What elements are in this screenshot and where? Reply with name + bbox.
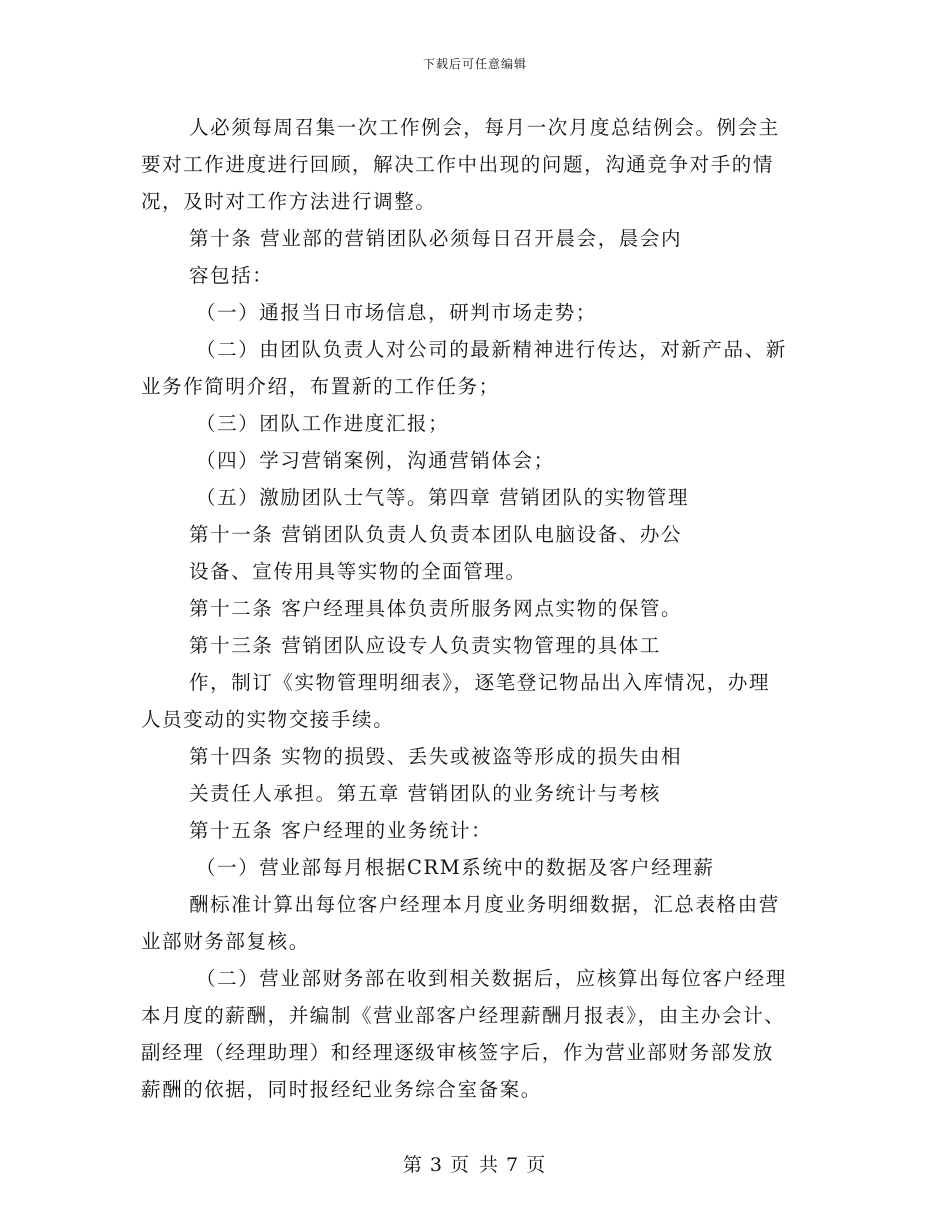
paragraph-line: 关责任人承担。第五章 营销团队的业务统计与考核	[189, 782, 661, 805]
paragraph-line: 人必须每周召集一次工作例会，每月一次月度总结例会。例会主	[189, 116, 780, 139]
list-item: （一）营业部每月根据CRM系统中的数据及客户经理薪	[196, 856, 715, 879]
page-number: 3	[429, 1154, 444, 1176]
list-item: （一）通报当日市场信息，研判市场走势；	[196, 301, 597, 324]
footer-suffix: 页	[526, 1154, 548, 1176]
article-14-line: 第十四条 实物的损毁、丢失或被盗等形成的损失由相	[189, 745, 683, 768]
article-15-line: 第十五条 客户经理的业务统计：	[189, 819, 493, 842]
paragraph-line: 酬标准计算出每位客户经理本月度业务明细数据，汇总表格由营	[189, 893, 780, 916]
paragraph-line: 业部财务部复核。	[141, 930, 310, 953]
list-item: （三）团队工作进度汇报；	[196, 412, 450, 435]
paragraph-line: 况，及时对工作方法进行调整。	[141, 190, 437, 213]
paragraph-line: 作，制订《实物管理明细表》，逐笔登记物品出入库情况，办理	[189, 671, 771, 694]
article-10-line: 第十条 营业部的营销团队必须每日召开晨会，晨会内	[189, 227, 683, 250]
list-item: （五）激励团队士气等。第四章 营销团队的实物管理	[196, 486, 690, 509]
footer-prefix: 第	[402, 1154, 424, 1176]
list-item: （四）学习营销案例，沟通营销体会；	[196, 449, 555, 472]
paragraph-line: 人员变动的实物交接手续。	[141, 708, 395, 731]
paragraph-line: 要对工作进度进行回顾，解决工作中出现的问题，沟通竞争对手的情	[141, 153, 775, 176]
document-body	[141, 109, 811, 1108]
paragraph-line: 本月度的薪酬，并编制《营业部客户经理薪酬月报表》，由主办会计、	[141, 1004, 786, 1027]
paragraph-line: 容包括：	[189, 264, 274, 287]
paragraph-line: 薪酬的依据，同时报经纪业务综合室备案。	[141, 1078, 542, 1101]
list-item: （二）由团队负责人对公司的最新精神进行传达，对新产品、新	[196, 338, 787, 361]
paragraph-line: 设备、宣传用具等实物的全面管理。	[189, 560, 527, 583]
article-12-line: 第十二条 客户经理具体负责所服务网点实物的保管。	[189, 597, 683, 620]
page-footer	[0, 1150, 950, 1177]
paragraph-line: 业务作简明介绍，布置新的工作任务；	[141, 375, 500, 398]
paragraph-line: 副经理（经理助理）和经理逐级审核签字后，作为营业部财务部发放	[141, 1041, 775, 1064]
page-header: 下载后可任意编辑	[422, 57, 527, 71]
article-11-line: 第十一条 营销团队负责人负责本团队电脑设备、办公	[189, 523, 683, 546]
footer-middle: 页 共	[449, 1154, 501, 1176]
list-item: （二）营业部财务部在收到相关数据后，应核算出每位客户经理	[196, 967, 787, 990]
article-13-line: 第十三条 营销团队应设专人负责实物管理的具体工	[189, 634, 661, 657]
page-total: 7	[506, 1154, 521, 1176]
